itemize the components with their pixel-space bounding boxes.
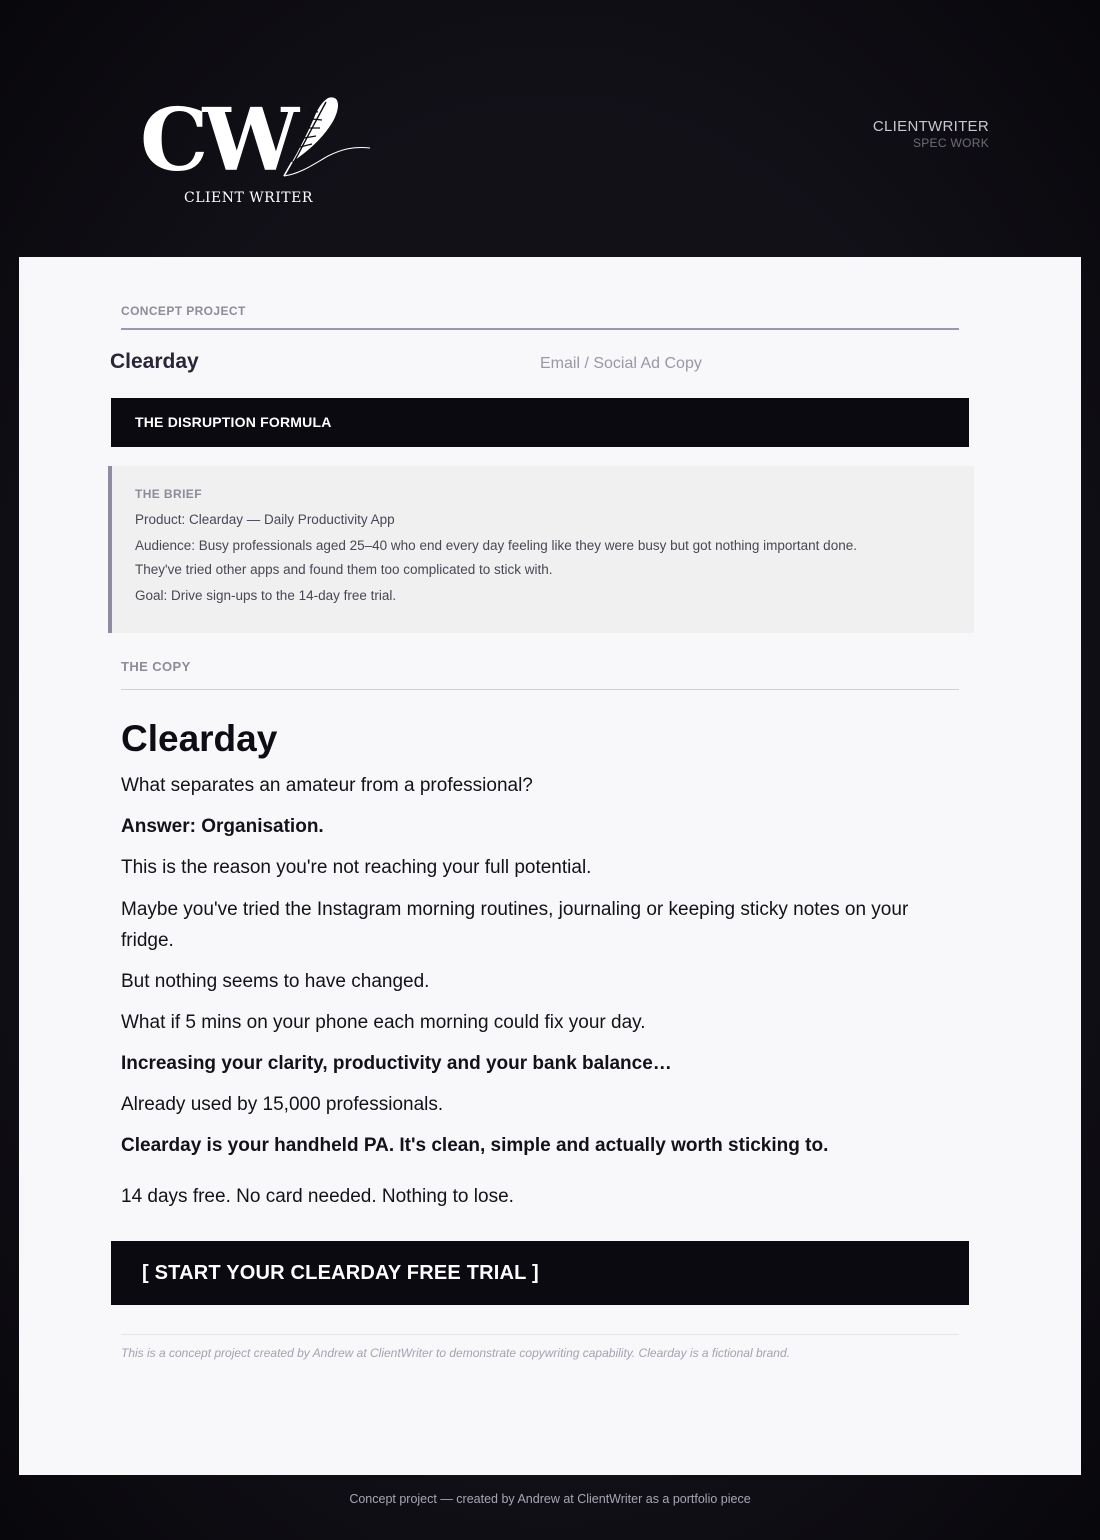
document-page [19,257,1081,1475]
start-free-trial-button[interactable] [111,1241,969,1305]
brief-product: Product: Clearday — Daily Productivity App [135,512,395,527]
copy-paragraph: Maybe you've tried the Instagram morning routines, journaling or keeping sticky notes on your fridge. [121,899,909,951]
project-eyebrow: CONCEPT PROJECT [121,304,246,318]
project-title: Clearday [110,350,199,373]
project-type: Email / Social Ad Copy [540,355,702,372]
copy-heading: THE COPY [121,659,191,674]
copy-paragraph: 14 days free. No card needed. Nothing to lose. [121,1186,514,1207]
brief-audience: Audience: Busy professionals aged 25–40 who end every day feeling like they were busy but got nothing important done. [135,538,857,553]
copy-paragraph: This is the reason you're not reaching your full potential. [121,857,592,878]
cta-label: [ START YOUR CLEARDAY FREE TRIAL ] [142,1262,539,1284]
formula-banner [111,398,969,447]
brief-box [108,466,974,633]
brief-heading: THE BRIEF [135,487,202,501]
disclaimer: This is a concept project created by Andrew at ClientWriter to demonstrate copywriting capability. Clearday is a fictional brand. [121,1346,790,1360]
formula-label: THE DISRUPTION FORMULA [135,414,332,430]
copy-paragraph: Already used by 15,000 professionals. [121,1094,444,1115]
page-header [0,0,1100,256]
brand-subtitle: SPEC WORK [912,136,989,150]
disclaimer-divider [121,1334,959,1335]
copy-paragraph: Clearday is your handheld PA. It's clean, simple and actually worth sticking to. [121,1135,829,1156]
brand-name: CLIENTWRITER [872,118,989,135]
copy-paragraph: What separates an amateur from a professional? [121,775,533,796]
brief-audience-detail: They've tried other apps and found them too complicated to stick with. [135,562,553,577]
accent-divider [121,328,959,330]
copy-paragraph: Answer: Organisation. [121,816,324,837]
feather-quill-icon [270,92,380,192]
logo-subtitle: CLIENT WRITER [184,190,313,206]
copy-divider [121,689,959,690]
logo-mark: CW [140,90,294,191]
copy-title: Clearday [121,718,278,759]
brief-goal: Goal: Drive sign-ups to the 14-day free trial. [135,588,397,603]
copy-paragraph: Increasing your clarity, productivity and your bank balance… [121,1053,672,1074]
page-footer: Concept project — created by Andrew at ClientWriter as a portfolio piece [349,1492,751,1506]
copy-paragraph: What if 5 mins on your phone each morning could fix your day. [121,1012,646,1033]
copy-paragraph: But nothing seems to have changed. [121,971,430,992]
client-writer-logo [140,92,380,212]
